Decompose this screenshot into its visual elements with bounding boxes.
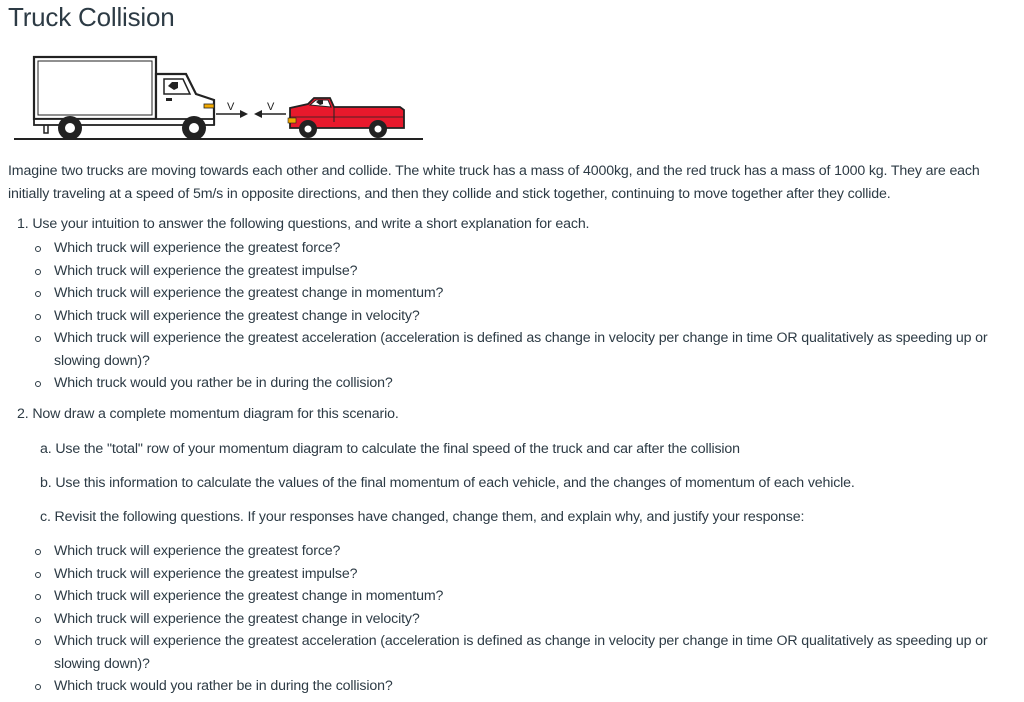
list-item: Which truck would you rather be in during the collision?: [31, 372, 1003, 395]
intro-paragraph: Imagine two trucks are moving towards each other and collide. The white truck has a mass of 4000kg, and the red truck has a mass of 1000 kg. They are each initially traveling at a speed of 5m/s in opposite directions, and then they collide and stick together, continuing to move together after they collide.: [8, 163, 980, 202]
list-item: Which truck will experience the greatest force?: [31, 540, 1003, 563]
question-2-part-c: c. Revisit the following questions. If your responses have changed, change them, and explain why, and justify your response:: [40, 509, 805, 525]
white-truck-velocity-arrow: [216, 101, 248, 118]
question-1-heading: 1. Use your intuition to answer the following questions, and write a short explanation for each.: [17, 216, 590, 232]
list-item: Which truck will experience the greatest acceleration (acceleration is defined as change in velocity per change in time OR qualitatively as speeding up or slowing down)?: [31, 630, 1003, 675]
list-item: Which truck will experience the greatest acceleration (acceleration is defined as change in velocity per change in time OR qualitatively as speeding up or slowing down)?: [31, 327, 1003, 372]
truck-collision-illustration: [8, 52, 428, 146]
list-item: Which truck will experience the greatest force?: [31, 237, 1003, 260]
page-title: Truck Collision: [8, 2, 175, 32]
red-truck-icon: [288, 98, 404, 138]
list-item: Which truck will experience the greatest impulse?: [31, 563, 1003, 586]
question-2-part-a: a. Use the "total" row of your momentum diagram to calculate the final speed of the truck and car after the collision: [40, 441, 740, 457]
question-2-heading: 2. Now draw a complete momentum diagram for this scenario.: [17, 406, 399, 422]
list-item: Which truck will experience the greatest change in momentum?: [31, 585, 1003, 608]
question-2-part-b: b. Use this information to calculate the values of the final momentum of each vehicle, and the changes of momentum of each vehicle.: [40, 475, 855, 491]
red-truck-velocity-arrow: [254, 101, 286, 118]
list-item: Which truck will experience the greatest impulse?: [31, 260, 1003, 283]
list-item: Which truck will experience the greatest change in momentum?: [31, 282, 1003, 305]
question-2-bullets: [31, 540, 1003, 698]
list-item: Which truck will experience the greatest change in velocity?: [31, 608, 1003, 631]
red-truck-velocity-label: V: [267, 101, 275, 113]
list-item: Which truck would you rather be in during the collision?: [31, 675, 1003, 698]
white-truck-icon: [34, 57, 214, 140]
question-1-bullets: [31, 237, 1003, 395]
list-item: Which truck will experience the greatest change in velocity?: [31, 305, 1003, 328]
white-truck-velocity-label: V: [227, 101, 235, 113]
